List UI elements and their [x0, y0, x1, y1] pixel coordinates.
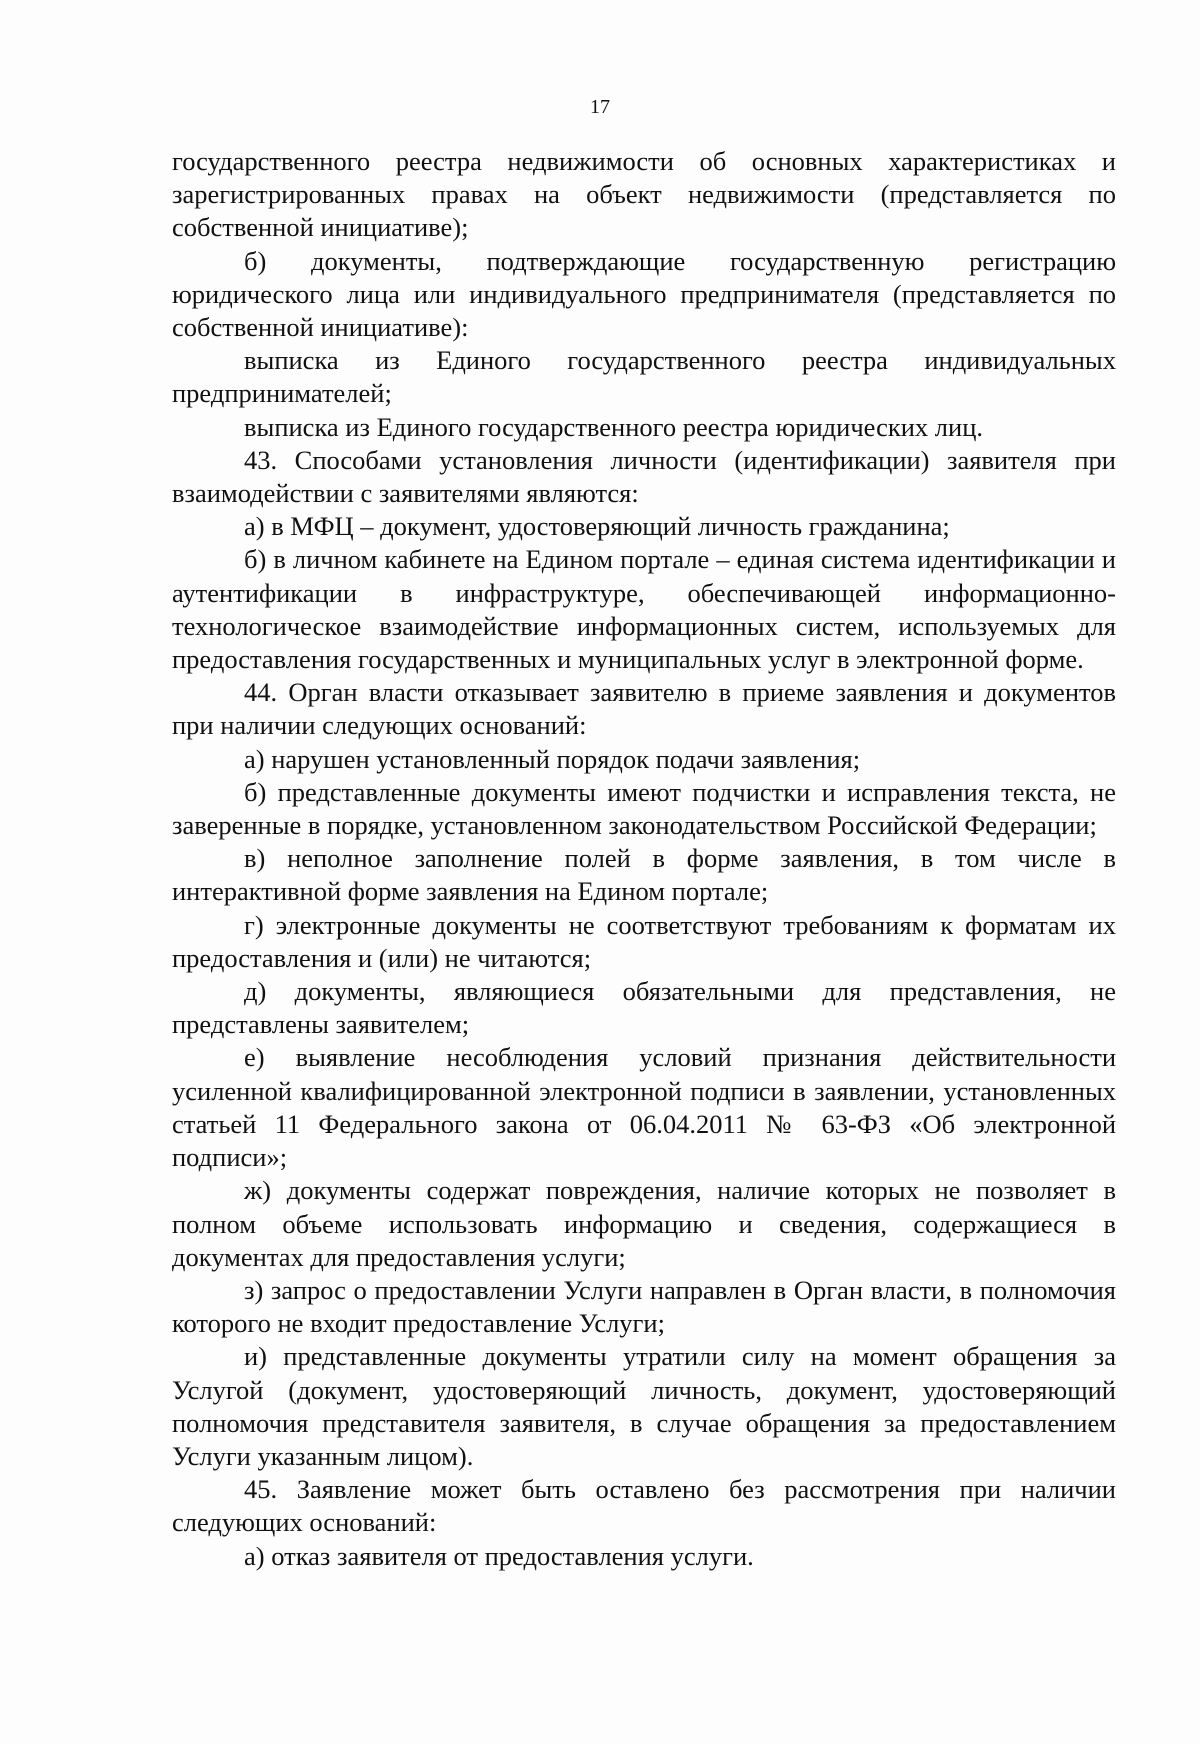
paragraph: в) неполное заполнение полей в форме заявления, в том числе в интерактивной форме заявления на Едином портале; [172, 843, 1116, 907]
paragraph: 44. Орган власти отказывает заявителю в приеме заявления и документов при наличии следующих оснований: [172, 677, 1116, 741]
paragraph: б) документы, подтверждающие государственную регистрацию юридического лица или индивидуального предпринимателя (представляется по собственной инициативе): [172, 245, 1116, 343]
paragraph: з) запрос о предоставлении Услуги направлен в Орган власти, в полномочия которого не входит предоставление Услуги; [172, 1274, 1116, 1339]
paragraph: а) нарушен установленный порядок подачи заявления; [244, 743, 861, 774]
paragraph: е) выявление несоблюдения условий признания действительности усиленной квалифицированной электронной подписи в заявлении, установленных статьей 11 Федерального закона от 06.04.2011 № 63-ФЗ «Об электронной подписи»; [172, 1042, 1116, 1173]
paragraph: и) представленные документы утратили силу на момент обращения за Услугой (документ, удостоверяющий личность, документ, удостоверяющий полномочия представителя заявителя, в случае обращения за предоставлением Услуги указанным лицом). [172, 1341, 1116, 1471]
paragraph: ж) документы содержат повреждения, наличие которых не позволяет в полном объеме использовать информацию и сведения, содержащиеся в документах для предоставления услуги; [172, 1175, 1116, 1272]
paragraph: а) отказ заявителя от предоставления услуги. [244, 1540, 754, 1571]
paragraph: 43. Способами установления личности (идентификации) заявителя при взаимодействии с заявителями являются: [172, 444, 1116, 509]
paragraph: б) в личном кабинете на Едином портале – единая система идентификации и аутентификации в инфраструктуре, обеспечивающей информационно-технологическое взаимодействие информационных систем, используемых для предоставления государственных и муниципальных услуг в электронной форме. [172, 544, 1116, 675]
paragraph: а) в МФЦ – документ, удостоверяющий личность гражданина; [244, 511, 950, 542]
paragraph: выписка из Единого государственного реестра юридических лиц. [244, 411, 983, 442]
paragraph: выписка из Единого государственного реестра индивидуальных предпринимателей; [172, 345, 1116, 409]
paragraph: д) документы, являющиеся обязательными для представления, не представлены заявителем; [172, 976, 1116, 1040]
paragraph: государственного реестра недвижимости об основных характеристиках и зарегистрированных правах на объект недвижимости (представляется по собственной инициативе); [172, 146, 1116, 243]
page-number: 17 [590, 96, 610, 118]
paragraph: 45. Заявление может быть оставлено без рассмотрения при наличии следующих оснований: [172, 1474, 1116, 1538]
paragraph: г) электронные документы не соответствуют требованиям к форматам их предоставления и (или) не читаются; [172, 909, 1116, 973]
document-body [172, 145, 1116, 1573]
paragraph: б) представленные документы имеют подчистки и исправления текста, не заверенные в порядке, установленном законодательством Российской Федерации; [172, 776, 1116, 841]
